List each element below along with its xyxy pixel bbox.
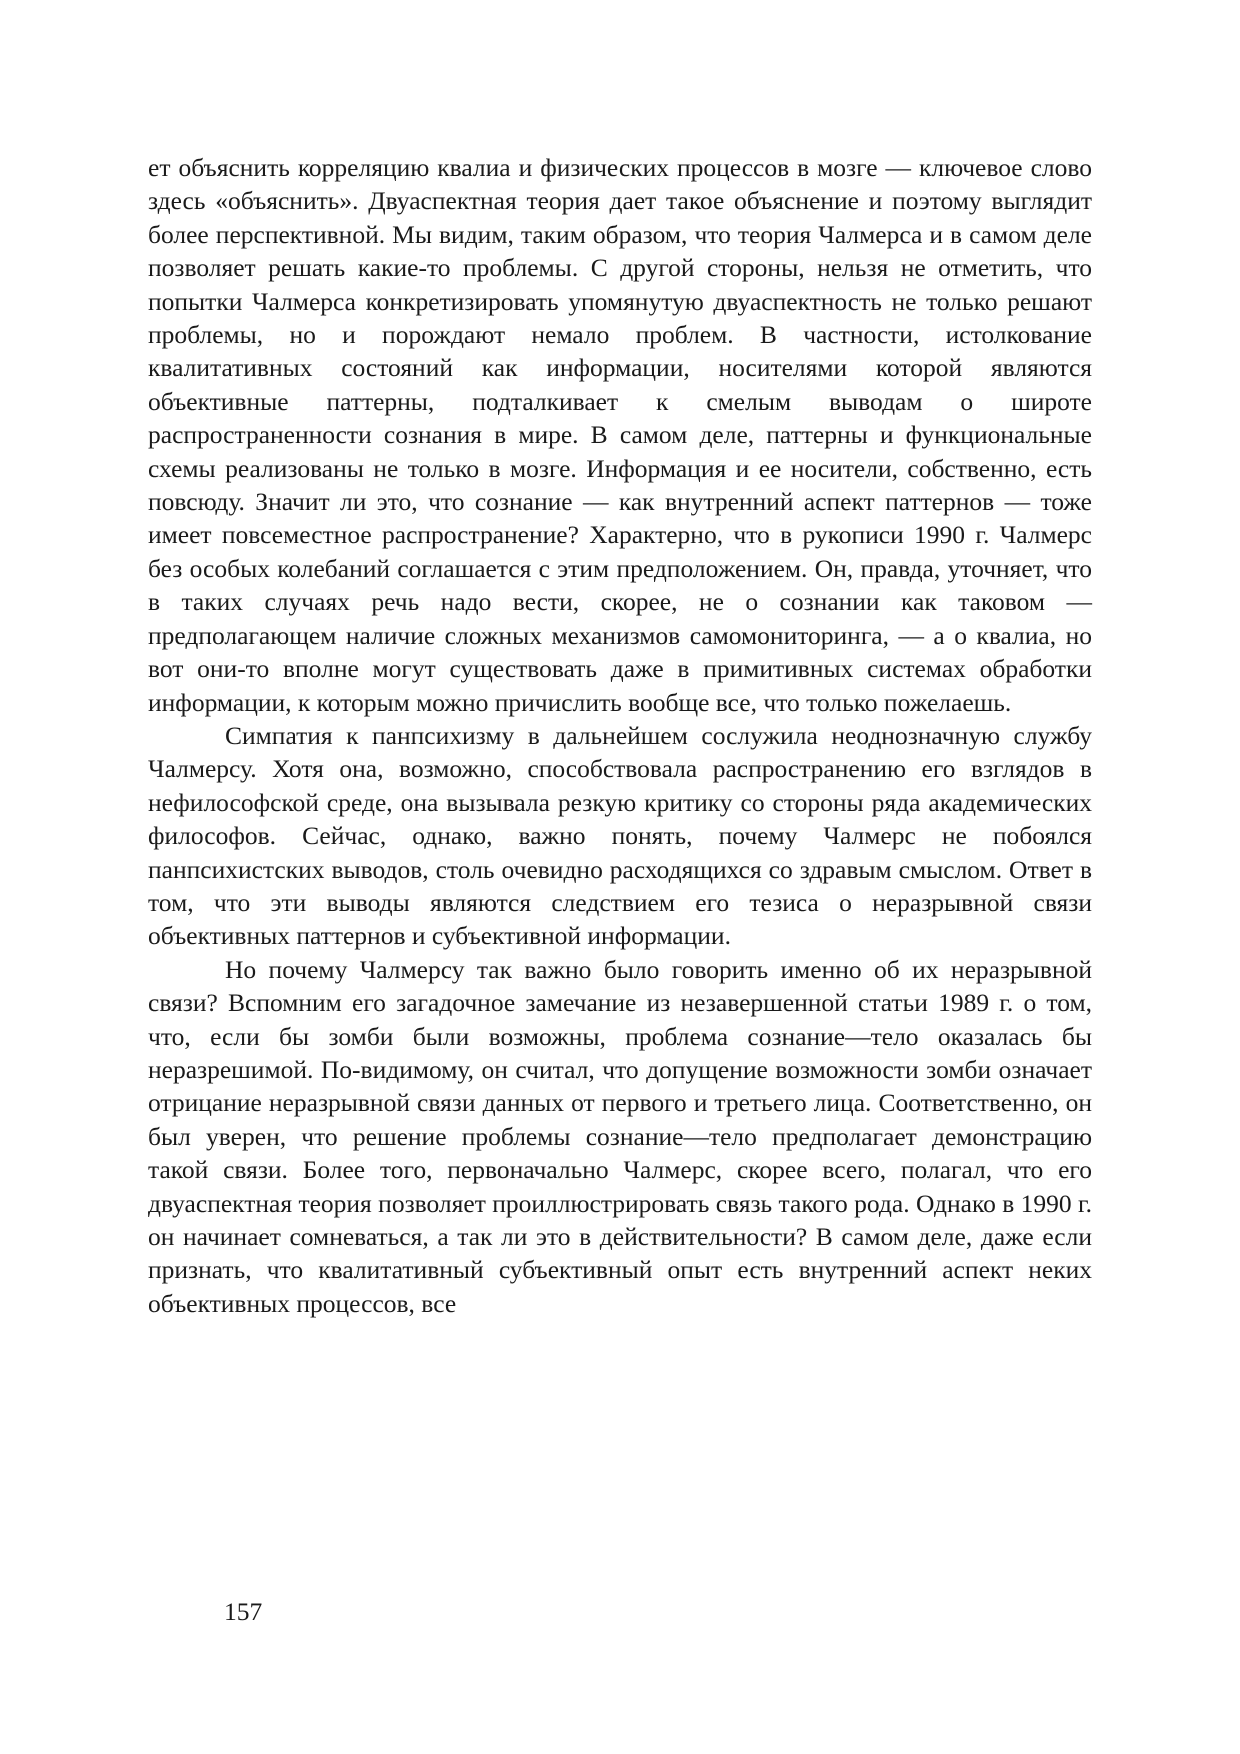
page-number: 157	[224, 1597, 263, 1626]
body-text	[148, 151, 1092, 1320]
paragraph-3: Но почему Чалмерсу так важно было говорить именно об их неразрывной связи? Вспомним его загадочное замечание из незавершенной статьи 1989 г. о том, что, если бы зомби были возможны, проблема сознание—тело оказалась бы неразрешимой. По-видимому, он считал, что допущение возможности зомби означает отрицание неразрывной связи данных от первого и третьего лица. Соответственно, он был уверен, что решение проблемы сознание—тело предполагает демонстрацию такой связи. Более того, первоначально Чалмерс, скорее всего, полагал, что его двуаспектная теория позволяет проиллюстрировать связь такого рода. Однако в 1990 г. он начинает сомневаться, а так ли это в действительности? В самом деле, даже если признать, что квалитативный субъективный опыт есть внутренний аспект неких объективных процессов, все	[148, 954, 1092, 1318]
paragraph-2: Симпатия к панпсихизму в дальнейшем сослужила неоднозначную службу Чалмерсу. Хотя она, возможно, способствовала распространению его взглядов в нефилософской среде, она вызывала резкую критику со стороны ряда академических философов. Сейчас, однако, важно понять, почему Чалмерс не побоялся панпсихистских выводов, столь очевидно расходящихся со здравым смыслом. Ответ в том, что эти выводы являются следствием его тезиса о неразрывной связи объективных паттернов и субъективной информации.	[148, 720, 1092, 951]
paragraph-1: ет объяснить корреляцию квалиа и физических процессов в мозге — ключевое слово здесь «объяснить». Двуаспектная теория дает такое объяснение и поэтому выглядит более перспективной. Мы видим, таким образом, что теория Чалмерса и в самом деле позволяет решать какие-то проблемы. С другой стороны, нельзя не отметить, что попытки Чалмерса конкретизировать упомянутую двуаспектность не только решают проблемы, но и порождают немало проблем. В частности, истолкование квалитативных состояний как информации, носителями которой являются объективные паттерны, подталкивает к смелым выводам о широте распространенности сознания в мире. В самом деле, паттерны и функциональные схемы реализованы не только в мозге. Информация и ее носители, собственно, есть повсюду. Значит ли это, что сознание — как внутренний аспект паттернов — тоже имеет повсеместное распространение? Характерно, что в рукописи 1990 г. Чалмерс без особых колебаний соглашается с этим предположением. Он, правда, уточняет, что в таких случаях речь надо вести, скорее, не о сознании как таковом — предполагающем наличие сложных механизмов самомониторинга, — а о квалиа, но вот они-то вполне могут существовать даже в примитивных системах обработки информации, к которым можно причислить вообще все, что только пожелаешь.	[148, 153, 1092, 717]
